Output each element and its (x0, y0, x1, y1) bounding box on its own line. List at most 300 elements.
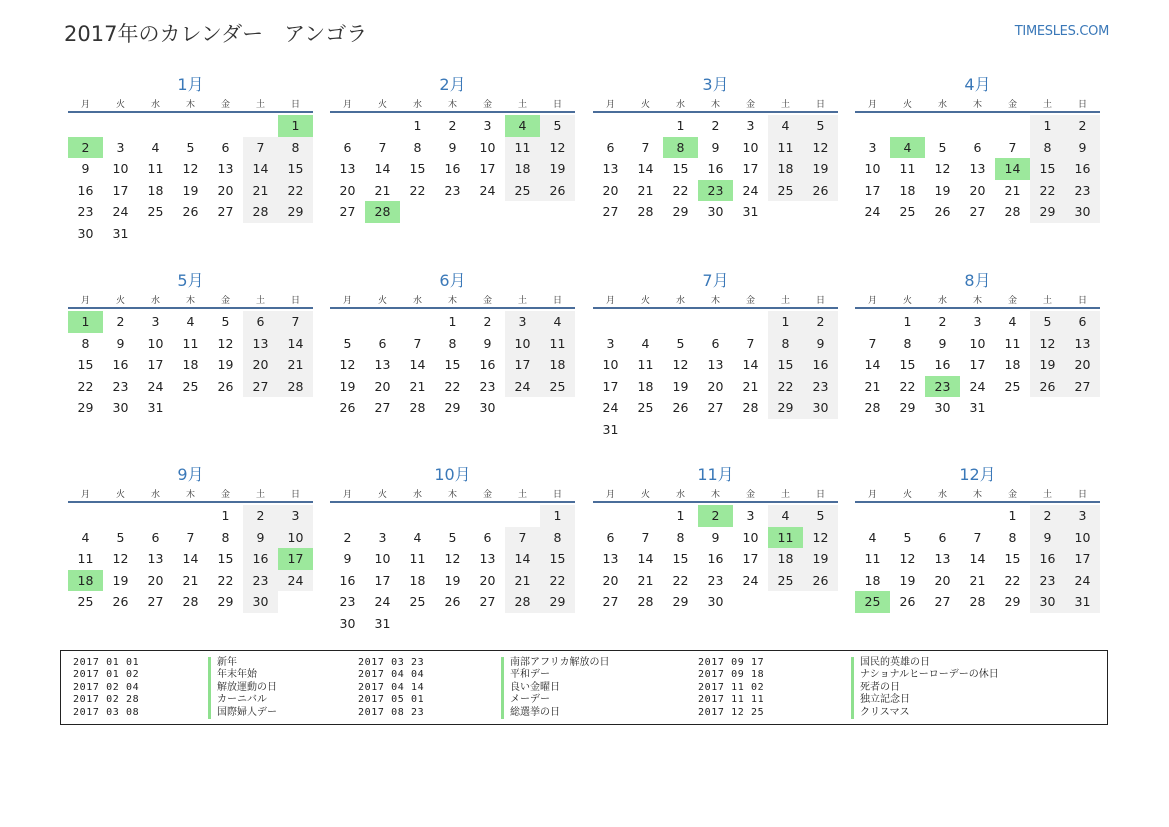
day-cell: 13 (217, 161, 234, 177)
day-cell: 2 (938, 314, 947, 330)
day-cell: 17 (969, 357, 986, 373)
empty-day-cell (995, 397, 1030, 419)
day-cell: 29 (77, 400, 94, 416)
weekend-day-cell: 24 (1065, 570, 1100, 592)
day-cell: 14 (409, 357, 426, 373)
empty-day-cell (173, 223, 208, 245)
empty-day-cell (435, 505, 470, 527)
day-cell: 12 (672, 357, 689, 373)
weekend-day-cell: 9 (803, 333, 838, 355)
weekday-header: 金 (208, 96, 243, 112)
day-cell: 22 (444, 378, 461, 394)
weekend-day-cell: 23 (1030, 570, 1065, 592)
day-cell: 4 (151, 139, 160, 155)
weekday-header: 月 (68, 292, 103, 308)
empty-day-cell (278, 397, 313, 419)
weekend-day-cell: 9 (1030, 527, 1065, 549)
month-calendar (68, 464, 313, 613)
weekend-day-cell: 12 (803, 527, 838, 549)
holiday-date: 2017 09 17 (698, 657, 765, 668)
weekday-header: 月 (855, 96, 890, 112)
day-cell: 16 (707, 161, 724, 177)
empty-day-cell (243, 115, 278, 137)
day-cell: 13 (602, 551, 619, 567)
weekday-header: 水 (138, 486, 173, 502)
day-cell: 12 (339, 357, 356, 373)
weekend-day-cell: 28 (278, 376, 313, 398)
weekday-header: 金 (208, 292, 243, 308)
day-cell: 30 (707, 594, 724, 610)
weekend-day-cell: 9 (1065, 137, 1100, 159)
empty-day-cell (628, 311, 663, 333)
day-cell: 7 (378, 139, 387, 155)
day-cell: 30 (339, 615, 356, 631)
weekend-day-cell: 1 (540, 505, 575, 527)
month-grid (855, 96, 1100, 223)
holiday-day-cell: 25 (855, 591, 890, 613)
day-cell: 1 (903, 314, 912, 330)
day-cell: 24 (742, 572, 759, 588)
weekday-header: 木 (960, 486, 995, 502)
weekday-header: 土 (505, 292, 540, 308)
day-cell: 18 (899, 182, 916, 198)
day-cell: 21 (969, 572, 986, 588)
month-name: 3月 (702, 75, 729, 94)
day-cell: 22 (899, 378, 916, 394)
weekend-day-cell: 7 (505, 527, 540, 549)
day-cell: 7 (746, 335, 755, 351)
day-cell: 11 (1004, 335, 1021, 351)
weekday-header: 土 (243, 292, 278, 308)
month-calendar (593, 464, 838, 613)
day-cell: 26 (217, 378, 234, 394)
weekend-day-cell: 5 (1030, 311, 1065, 333)
weekday-header: 木 (698, 486, 733, 502)
month-grid (593, 96, 838, 223)
weekend-day-cell: 19 (803, 158, 838, 180)
day-cell: 5 (186, 139, 195, 155)
day-cell: 31 (602, 421, 619, 437)
empty-day-cell (733, 419, 768, 441)
weekend-day-cell: 16 (803, 354, 838, 376)
weekend-day-cell: 22 (540, 570, 575, 592)
empty-day-cell (208, 397, 243, 419)
day-cell: 23 (479, 378, 496, 394)
holiday-name: 良い金曜日 (501, 682, 610, 694)
day-cell: 20 (479, 572, 496, 588)
day-cell: 12 (444, 551, 461, 567)
weekday-header: 土 (768, 96, 803, 112)
month-grid (330, 96, 575, 223)
day-cell: 6 (606, 529, 615, 545)
weekday-header: 土 (768, 486, 803, 502)
day-cell: 15 (672, 161, 689, 177)
weekend-day-cell: 24 (278, 570, 313, 592)
weekend-day-cell: 18 (540, 354, 575, 376)
day-cell: 5 (676, 335, 685, 351)
weekday-header: 日 (278, 96, 313, 112)
weekend-day-cell: 8 (1030, 137, 1065, 159)
empty-day-cell (803, 591, 838, 613)
day-cell: 17 (864, 182, 881, 198)
day-cell: 21 (864, 378, 881, 394)
day-cell: 27 (339, 204, 356, 220)
weekend-day-cell: 18 (505, 158, 540, 180)
weekday-header: 日 (278, 292, 313, 308)
weekday-header: 水 (138, 96, 173, 112)
weekday-header: 日 (540, 486, 575, 502)
day-cell: 14 (969, 551, 986, 567)
weekday-header: 日 (803, 292, 838, 308)
day-cell: 29 (899, 400, 916, 416)
month-grid (330, 292, 575, 419)
day-cell: 2 (483, 314, 492, 330)
weekday-header: 水 (925, 486, 960, 502)
month-name: 2月 (439, 75, 466, 94)
day-cell: 6 (606, 139, 615, 155)
weekend-day-cell: 11 (768, 137, 803, 159)
day-cell: 14 (374, 161, 391, 177)
weekend-day-cell: 18 (768, 158, 803, 180)
weekend-day-cell: 5 (803, 115, 838, 137)
day-cell: 27 (479, 594, 496, 610)
day-cell: 6 (938, 529, 947, 545)
weekend-day-cell: 14 (278, 333, 313, 355)
empty-day-cell (593, 311, 628, 333)
holiday-day-cell: 2 (698, 505, 733, 527)
day-cell: 24 (602, 400, 619, 416)
day-cell: 20 (147, 572, 164, 588)
day-cell: 24 (479, 182, 496, 198)
day-cell: 6 (151, 529, 160, 545)
weekday-header: 日 (540, 96, 575, 112)
weekend-day-cell: 20 (243, 354, 278, 376)
day-cell: 19 (217, 357, 234, 373)
site-brand-link[interactable]: TIMESLES.COM (1014, 24, 1109, 39)
weekend-day-cell: 8 (540, 527, 575, 549)
day-cell: 20 (602, 182, 619, 198)
empty-day-cell (890, 115, 925, 137)
day-cell: 20 (217, 182, 234, 198)
holiday-name: カーニバル (208, 694, 277, 706)
day-cell: 29 (444, 400, 461, 416)
day-cell: 22 (217, 572, 234, 588)
holiday-date: 2017 12 25 (698, 706, 765, 718)
day-cell: 1 (413, 118, 422, 134)
holiday-date: 2017 02 28 (73, 694, 140, 706)
day-cell: 12 (934, 161, 951, 177)
day-cell: 29 (672, 204, 689, 220)
day-cell: 25 (182, 378, 199, 394)
weekend-day-cell: 23 (803, 376, 838, 398)
weekend-day-cell: 26 (1030, 376, 1065, 398)
day-cell: 18 (637, 378, 654, 394)
weekday-header: 日 (540, 292, 575, 308)
month-calendar (68, 270, 313, 419)
holiday-name: 国際婦人デー (208, 707, 277, 719)
day-cell: 14 (742, 357, 759, 373)
weekend-day-cell: 26 (803, 570, 838, 592)
day-cell: 28 (182, 594, 199, 610)
day-cell: 8 (448, 335, 457, 351)
empty-day-cell (698, 311, 733, 333)
day-cell: 26 (934, 204, 951, 220)
empty-day-cell (243, 397, 278, 419)
day-cell: 16 (444, 161, 461, 177)
day-cell: 15 (899, 357, 916, 373)
empty-day-cell (208, 115, 243, 137)
day-cell: 19 (339, 378, 356, 394)
month-grid (593, 292, 838, 440)
month-name: 9月 (177, 465, 204, 484)
weekday-header: 金 (470, 96, 505, 112)
holiday-date: 2017 08 23 (358, 706, 425, 718)
day-cell: 14 (182, 551, 199, 567)
day-cell: 20 (707, 378, 724, 394)
weekend-day-cell: 3 (278, 505, 313, 527)
day-cell: 10 (374, 551, 391, 567)
weekday-header: 木 (173, 486, 208, 502)
day-cell: 4 (81, 529, 90, 545)
day-cell: 11 (182, 335, 199, 351)
empty-day-cell (400, 201, 435, 223)
day-cell: 2 (343, 529, 352, 545)
weekday-header: 日 (803, 96, 838, 112)
weekday-header: 火 (103, 486, 138, 502)
day-cell: 24 (864, 204, 881, 220)
day-cell: 13 (479, 551, 496, 567)
day-cell: 3 (746, 508, 755, 524)
month-name: 7月 (702, 271, 729, 290)
month-grid (855, 292, 1100, 419)
day-cell: 18 (147, 182, 164, 198)
day-cell: 16 (479, 357, 496, 373)
month-name: 11月 (697, 465, 734, 484)
day-cell: 27 (602, 204, 619, 220)
day-cell: 9 (711, 529, 720, 545)
weekend-day-cell: 10 (278, 527, 313, 549)
weekday-header: 日 (1065, 292, 1100, 308)
weekend-day-cell: 16 (1030, 548, 1065, 570)
weekend-day-cell: 10 (505, 333, 540, 355)
day-cell: 24 (374, 594, 391, 610)
day-cell: 14 (864, 357, 881, 373)
day-cell: 28 (637, 594, 654, 610)
day-cell: 24 (969, 378, 986, 394)
weekend-day-cell: 18 (768, 548, 803, 570)
day-cell: 18 (864, 572, 881, 588)
day-cell: 12 (899, 551, 916, 567)
day-cell: 5 (938, 139, 947, 155)
day-cell: 4 (868, 529, 877, 545)
empty-day-cell (208, 223, 243, 245)
day-cell: 11 (637, 357, 654, 373)
weekend-day-cell: 26 (540, 180, 575, 202)
holiday-day-cell: 28 (365, 201, 400, 223)
day-cell: 22 (409, 182, 426, 198)
empty-day-cell (243, 223, 278, 245)
weekend-day-cell: 1 (1030, 115, 1065, 137)
weekend-day-cell: 31 (1065, 591, 1100, 613)
day-cell: 26 (899, 594, 916, 610)
day-cell: 22 (672, 182, 689, 198)
weekday-header: 月 (68, 486, 103, 502)
day-cell: 10 (969, 335, 986, 351)
weekday-header: 日 (803, 486, 838, 502)
day-cell: 12 (112, 551, 129, 567)
weekend-day-cell: 22 (278, 180, 313, 202)
day-cell: 3 (378, 529, 387, 545)
empty-day-cell (138, 115, 173, 137)
month-name: 5月 (177, 271, 204, 290)
day-cell: 5 (116, 529, 125, 545)
weekend-day-cell: 30 (1065, 201, 1100, 223)
weekday-header: 日 (278, 486, 313, 502)
day-cell: 26 (672, 400, 689, 416)
day-cell: 24 (112, 204, 129, 220)
weekend-day-cell: 23 (243, 570, 278, 592)
day-cell: 31 (742, 204, 759, 220)
empty-day-cell (628, 115, 663, 137)
weekend-day-cell: 4 (768, 505, 803, 527)
empty-day-cell (68, 505, 103, 527)
month-name: 8月 (964, 271, 991, 290)
day-cell: 3 (868, 139, 877, 155)
empty-day-cell (803, 201, 838, 223)
weekend-day-cell: 29 (768, 397, 803, 419)
day-cell: 8 (903, 335, 912, 351)
weekday-header: 土 (1030, 96, 1065, 112)
holiday-name: 総選挙の日 (501, 707, 610, 719)
day-cell: 6 (221, 139, 230, 155)
day-cell: 7 (641, 529, 650, 545)
weekend-day-cell: 27 (1065, 376, 1100, 398)
day-cell: 16 (112, 357, 129, 373)
weekday-header: 火 (890, 292, 925, 308)
month-calendar (855, 464, 1100, 613)
weekday-header: 水 (925, 96, 960, 112)
weekday-header: 木 (435, 96, 470, 112)
empty-day-cell (103, 505, 138, 527)
weekend-day-cell: 13 (243, 333, 278, 355)
empty-day-cell (470, 201, 505, 223)
empty-day-cell (733, 591, 768, 613)
weekend-day-cell: 29 (540, 591, 575, 613)
day-cell: 9 (711, 139, 720, 155)
empty-day-cell (1030, 397, 1065, 419)
holiday-date: 2017 03 23 (358, 657, 425, 668)
empty-day-cell (365, 311, 400, 333)
day-cell: 18 (1004, 357, 1021, 373)
day-cell: 17 (112, 182, 129, 198)
weekend-day-cell: 12 (803, 137, 838, 159)
empty-day-cell (365, 505, 400, 527)
weekend-day-cell: 26 (803, 180, 838, 202)
day-cell: 7 (186, 529, 195, 545)
day-cell: 7 (413, 335, 422, 351)
empty-day-cell (995, 115, 1030, 137)
day-cell: 1 (1008, 508, 1017, 524)
weekend-day-cell: 17 (505, 354, 540, 376)
weekday-header: 水 (138, 292, 173, 308)
day-cell: 6 (483, 529, 492, 545)
holiday-name: クリスマス (851, 707, 999, 719)
weekday-header: 木 (698, 292, 733, 308)
day-cell: 29 (1004, 594, 1021, 610)
empty-day-cell (855, 505, 890, 527)
weekend-day-cell: 19 (1030, 354, 1065, 376)
day-cell: 8 (676, 529, 685, 545)
day-cell: 1 (448, 314, 457, 330)
weekend-day-cell: 22 (768, 376, 803, 398)
day-cell: 29 (672, 594, 689, 610)
day-cell: 2 (448, 118, 457, 134)
day-cell: 27 (147, 594, 164, 610)
weekend-day-cell: 22 (1030, 180, 1065, 202)
empty-day-cell (960, 505, 995, 527)
day-cell: 9 (938, 335, 947, 351)
empty-day-cell (470, 613, 505, 635)
day-cell: 3 (973, 314, 982, 330)
weekday-header: 木 (173, 292, 208, 308)
day-cell: 31 (374, 615, 391, 631)
holiday-day-cell: 11 (768, 527, 803, 549)
day-cell: 13 (147, 551, 164, 567)
day-cell: 12 (182, 161, 199, 177)
weekend-day-cell: 5 (803, 505, 838, 527)
holiday-date: 2017 01 02 (73, 669, 140, 681)
weekday-header: 火 (890, 486, 925, 502)
weekday-header: 火 (103, 96, 138, 112)
weekday-header: 水 (663, 96, 698, 112)
weekday-header: 木 (435, 292, 470, 308)
empty-day-cell (365, 115, 400, 137)
empty-day-cell (925, 115, 960, 137)
weekday-header: 日 (1065, 486, 1100, 502)
weekend-day-cell: 2 (243, 505, 278, 527)
day-cell: 14 (637, 551, 654, 567)
holiday-day-cell: 4 (505, 115, 540, 137)
day-cell: 26 (112, 594, 129, 610)
weekend-day-cell: 28 (243, 201, 278, 223)
holiday-day-cell: 14 (995, 158, 1030, 180)
day-cell: 27 (934, 594, 951, 610)
holiday-name-column-2 (501, 657, 610, 719)
empty-day-cell (925, 505, 960, 527)
month-name: 4月 (964, 75, 991, 94)
weekend-day-cell: 21 (505, 570, 540, 592)
weekend-day-cell: 15 (768, 354, 803, 376)
month-grid (330, 486, 575, 634)
day-cell: 14 (637, 161, 654, 177)
weekday-header: 木 (698, 96, 733, 112)
weekday-header: 水 (663, 486, 698, 502)
day-cell: 11 (77, 551, 94, 567)
weekday-header: 土 (505, 96, 540, 112)
weekend-day-cell: 6 (243, 311, 278, 333)
day-cell: 6 (343, 139, 352, 155)
weekend-day-cell: 19 (540, 158, 575, 180)
day-cell: 15 (444, 357, 461, 373)
weekday-header: 金 (733, 486, 768, 502)
day-cell: 28 (637, 204, 654, 220)
weekend-day-cell: 12 (540, 137, 575, 159)
day-cell: 17 (147, 357, 164, 373)
day-cell: 12 (217, 335, 234, 351)
month-grid (855, 486, 1100, 613)
weekday-header: 月 (330, 486, 365, 502)
day-cell: 23 (112, 378, 129, 394)
